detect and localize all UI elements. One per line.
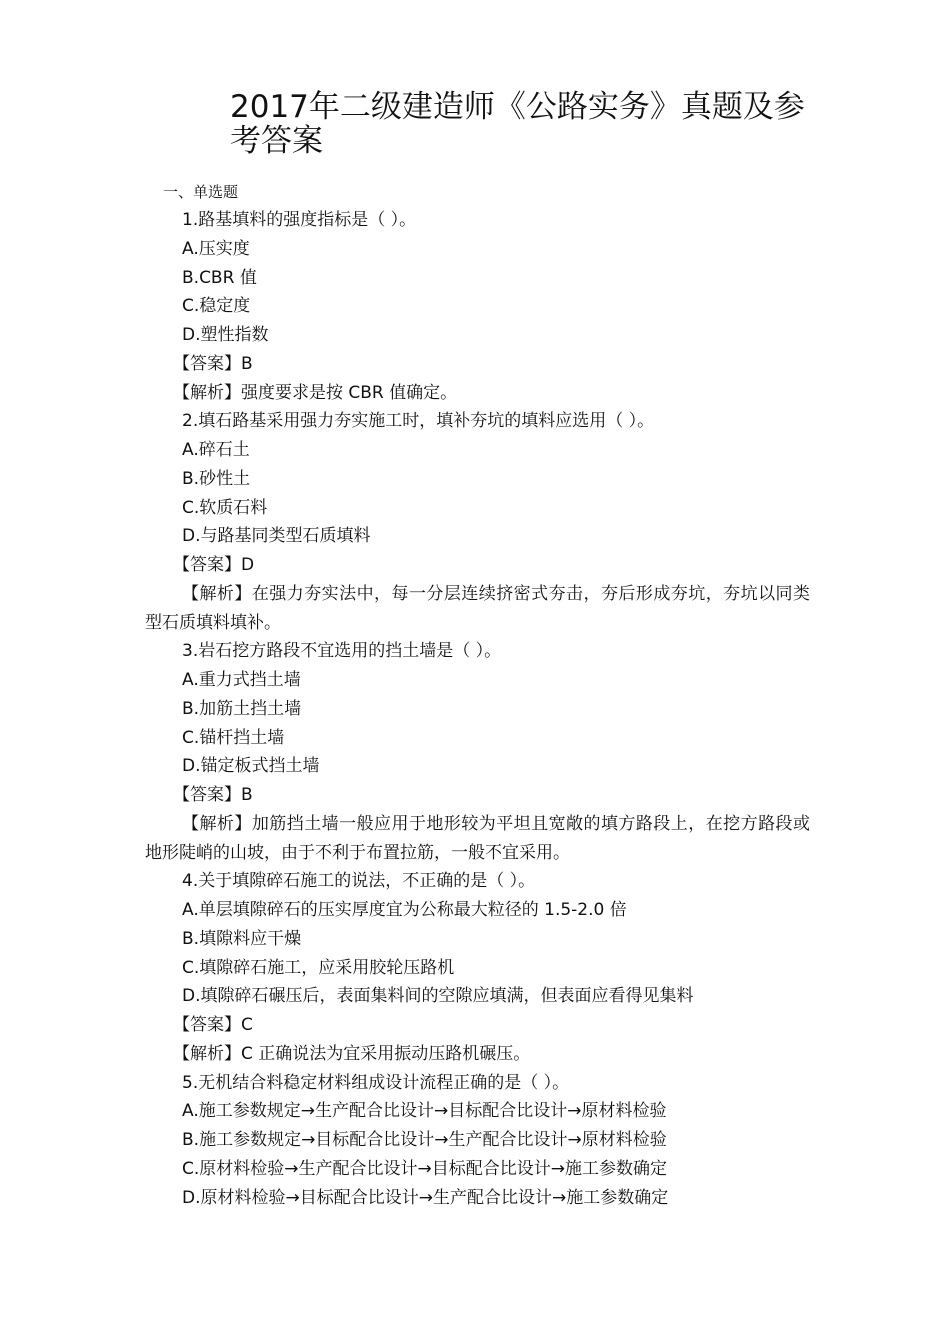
option: D.塑性指数 bbox=[182, 325, 269, 345]
explanation: 【解析】在强力夯实法中，每一分层连续挤密式夯击，夯后形成夯坑，夯坑以同类型石质填料填补。 bbox=[145, 583, 810, 633]
option: A.碎石土 bbox=[182, 440, 250, 460]
option: B.CBR 值 bbox=[182, 267, 257, 288]
question-stem: 3.岩石挖方路段不宜选用的挡土墙是（ ）。 bbox=[182, 641, 502, 662]
option: A.施工参数规定→生产配合比设计→目标配合比设计→原材料检验 bbox=[182, 1101, 667, 1122]
option: C.稳定度 bbox=[182, 296, 251, 317]
answer: 【答案】D bbox=[173, 555, 255, 575]
option: A.单层填隙碎石的压实厚度宜为公称最大粒径的 1.5-2.0 倍 bbox=[182, 900, 627, 920]
option: C.填隙碎石施工，应采用胶轮压路机 bbox=[182, 957, 455, 978]
answer: 【答案】B bbox=[173, 353, 253, 374]
document-body bbox=[145, 178, 810, 1212]
answer: 【答案】C bbox=[173, 1015, 253, 1035]
question-stem: 1.路基填料的强度指标是（ ）。 bbox=[182, 210, 417, 230]
option: D.填隙碎石碾压后，表面集料间的空隙应填满，但表面应看得见集料 bbox=[182, 986, 694, 1007]
question-stem: 4.关于填隙碎石施工的说法，不正确的是（ ）。 bbox=[182, 871, 536, 892]
explanation: 【解析】强度要求是按 CBR 值确定。 bbox=[173, 382, 458, 403]
section-heading: 一、单选题 bbox=[163, 183, 239, 201]
option: D.与路基同类型石质填料 bbox=[182, 526, 371, 547]
explanation: 【解析】加筋挡土墙一般应用于地形较为平坦且宽敞的填方路段上，在挖方路段或地形陡峭的山坡，由于不利于布置拉筋，一般不宜采用。 bbox=[145, 813, 810, 863]
option: C.原材料检验→生产配合比设计→目标配合比设计→施工参数确定 bbox=[182, 1158, 668, 1179]
option: B.砂性土 bbox=[182, 468, 251, 489]
option: C.锚杆挡土墙 bbox=[182, 727, 285, 748]
option: B.施工参数规定→目标配合比设计→生产配合比设计→原材料检验 bbox=[182, 1130, 667, 1150]
question-stem: 2.填石路基采用强力夯实施工时，填补夯坑的填料应选用（ ）。 bbox=[182, 411, 655, 432]
option: B.加筋土挡土墙 bbox=[182, 698, 302, 719]
option: A.重力式挡土墙 bbox=[182, 670, 301, 690]
question-stem: 5.无机结合料稳定材料组成设计流程正确的是（ ）。 bbox=[182, 1072, 570, 1093]
explanation: 【解析】C 正确说法为宜采用振动压路机碾压。 bbox=[173, 1043, 531, 1064]
option: A.压实度 bbox=[182, 238, 250, 259]
document-title: 2017年二级建造师《公路实务》真题及参考答案 bbox=[230, 89, 805, 159]
option: D.原材料检验→目标配合比设计→生产配合比设计→施工参数确定 bbox=[182, 1187, 669, 1208]
option: B.填隙料应干燥 bbox=[182, 928, 302, 949]
answer: 【答案】B bbox=[173, 785, 253, 805]
option: D.锚定板式挡土墙 bbox=[182, 756, 320, 777]
option: C.软质石料 bbox=[182, 497, 268, 518]
